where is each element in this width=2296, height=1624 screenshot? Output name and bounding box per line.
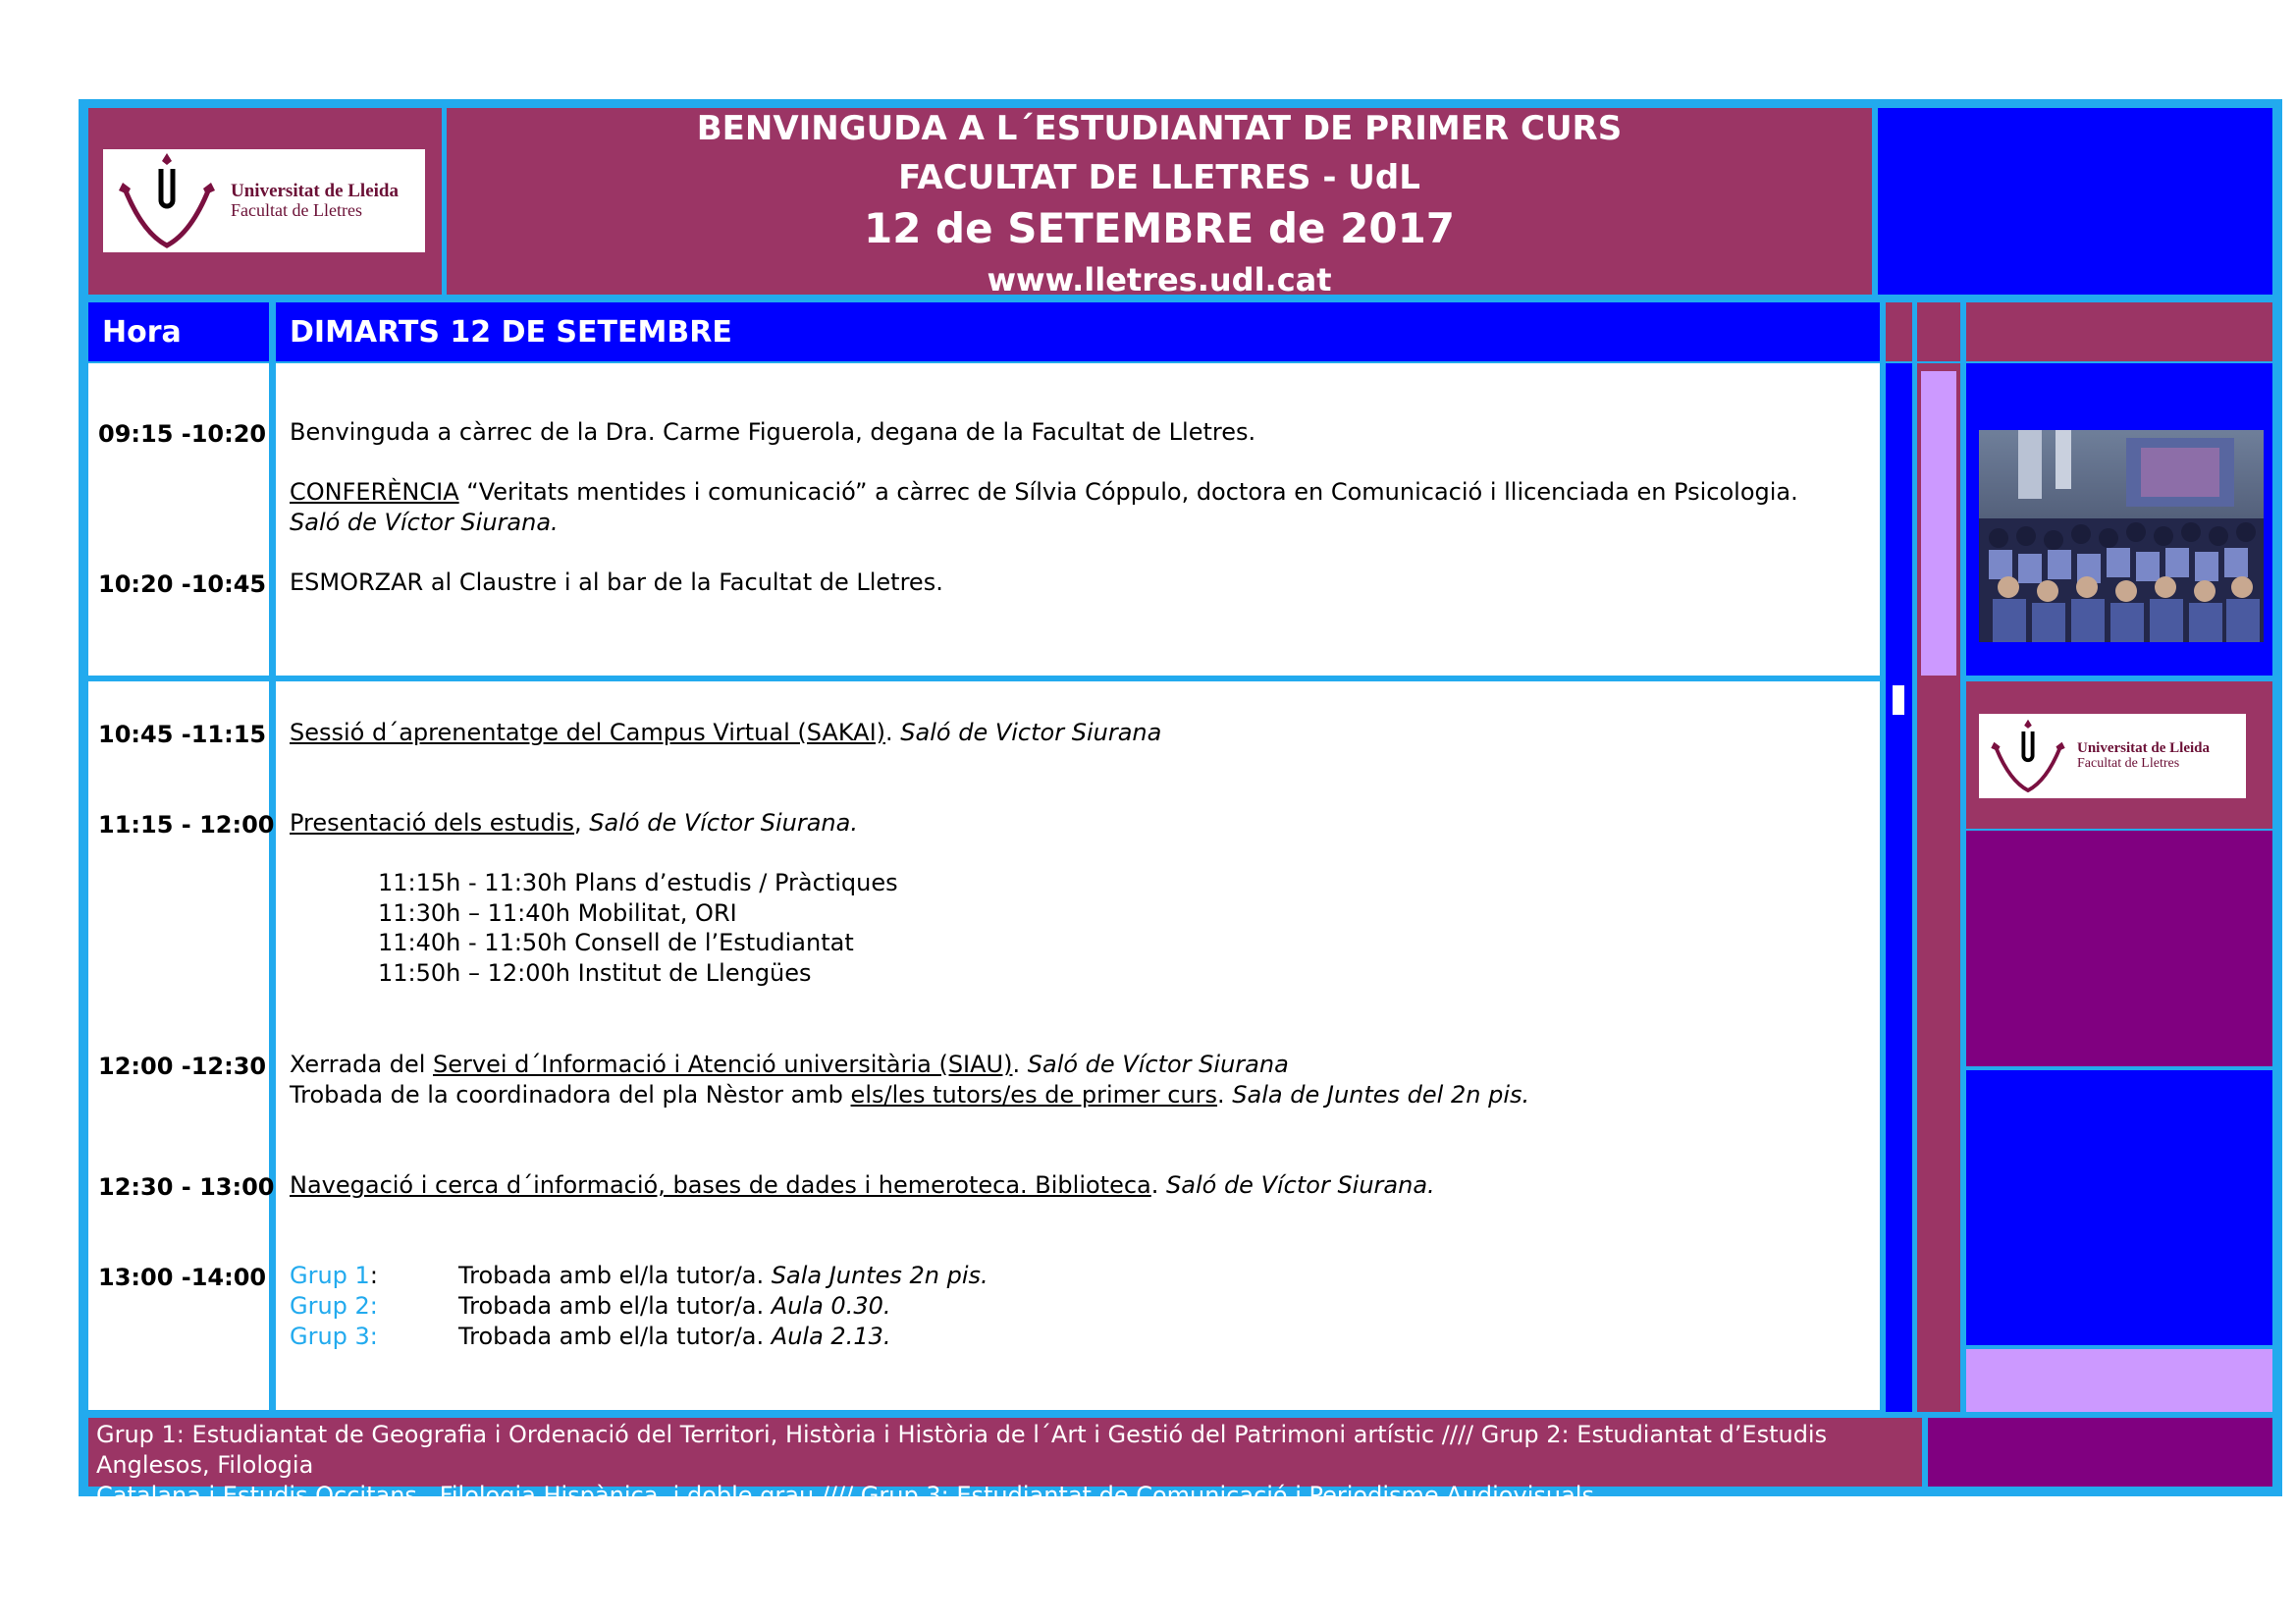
welcome-text	[290, 417, 1255, 448]
group-3-text: Trobada amb el/la tutor/a.	[458, 1323, 772, 1350]
time-slot: 10:20 -10:45	[98, 570, 267, 598]
time-slot: 12:00 -12:30	[98, 1053, 267, 1080]
title-line-faculty: FACULTAT DE LLETRES - UdL	[898, 158, 1420, 197]
welcome-line: Benvinguda a càrrec de la Dra. Carme Figuerola, degana de la Facultat de Lletres.	[290, 418, 1256, 446]
title-line-website[interactable]: www.lletres.udl.cat	[987, 261, 1332, 298]
logo-university-name: Universitat de Lleida	[2077, 739, 2210, 756]
header-strip-2	[1917, 302, 1960, 361]
siau-link[interactable]: Servei d´Informació i Atenció universitària (SIAU)	[433, 1051, 1013, 1078]
group-1-row	[290, 1261, 378, 1291]
sub-schedule-item: 11:40h - 11:50h Consell de l’Estudiantat	[378, 929, 854, 956]
udl-logo-secondary	[1979, 714, 2246, 798]
punctuation: ,	[574, 809, 590, 837]
udl-emblem-icon	[103, 149, 231, 252]
group-1-label: Grup 1	[290, 1262, 370, 1289]
group-1-place: Sala Juntes 2n pis.	[771, 1262, 988, 1289]
siau-prefix: Xerrada del	[290, 1051, 434, 1078]
group-3-place: Aula 2.13.	[771, 1323, 891, 1350]
session-sakai	[290, 718, 1161, 748]
header-strip-1	[1886, 302, 1912, 361]
punctuation: .	[885, 719, 901, 746]
logo-university-name: Universitat de Lleida	[231, 181, 399, 202]
conference-text	[290, 477, 1798, 538]
footer-right-cell	[1928, 1418, 2272, 1487]
punctuation: :	[369, 1262, 378, 1289]
side-block-magenta	[1966, 831, 2272, 1066]
library-session	[290, 1170, 1435, 1201]
conference-label[interactable]: CONFERÈNCIA	[290, 478, 459, 506]
footer-line-2: Catalana i Estudis Occitans , Filologia Hispànica, i doble grau //// Grup 3: Estudiantat de Comunicació i Periodisme Audiovisuals	[96, 1482, 1594, 1509]
conference-description: “Veritats mentides i comunicació” a càrrec de Sílvia Cóppulo, doctora en Comunicació i llicenciada en Psicologia.	[458, 478, 1798, 506]
column-header-day: DIMARTS 12 DE SETEMBRE	[276, 302, 1880, 361]
nestor-place: Sala de Juntes del 2n pis.	[1232, 1081, 1530, 1109]
logo-faculty-name: Facultat de Lletres	[231, 200, 362, 221]
footer-groups-legend	[88, 1418, 1922, 1509]
side-strip-lilac	[1921, 371, 1956, 676]
tutors-link[interactable]: els/les tutors/es de primer curs	[850, 1081, 1218, 1109]
siau-talk	[290, 1050, 1529, 1110]
session-sakai-link[interactable]: Sessió d´aprenentatge del Campus Virtual (SAKAI)	[290, 719, 886, 746]
sub-schedule-item: 11:50h – 12:00h Institut de Llengües	[378, 959, 812, 987]
group-1-text: Trobada amb el/la tutor/a.	[458, 1262, 772, 1289]
studies-presentation	[290, 808, 858, 839]
time-slot: 12:30 - 13:00	[98, 1173, 275, 1201]
breakfast-text: ESMORZAR al Claustre i al bar de la Facultat de Lletres.	[290, 568, 943, 596]
group-3-detail	[458, 1322, 890, 1352]
group-3-label: Grup 3:	[290, 1323, 378, 1350]
udl-logo	[103, 149, 425, 252]
punctuation: .	[1012, 1051, 1028, 1078]
studies-presentation-place: Saló de Víctor Siurana.	[589, 809, 858, 837]
group-2-detail	[458, 1291, 890, 1322]
logo-faculty-name: Facultat de Lletres	[2077, 755, 2180, 771]
block1-hour-cell	[88, 363, 269, 676]
header-strip-3	[1966, 302, 2272, 361]
sub-schedule-item: 11:15h - 11:30h Plans d’estudis / Pràctiques	[378, 869, 898, 896]
block2-hour-cell	[88, 681, 269, 1410]
time-slot: 11:15 - 12:00	[98, 811, 275, 839]
header-title	[446, 104, 1873, 304]
udl-emblem-icon	[1979, 714, 2077, 798]
conference-photo	[1979, 430, 2264, 642]
time-slot: 10:45 -11:15	[98, 721, 267, 748]
title-line-date: 12 de SETEMBRE de 2017	[863, 204, 1456, 252]
punctuation: .	[1217, 1081, 1233, 1109]
session-sakai-place: Saló de Victor Siurana	[900, 719, 1162, 746]
side-strip-marker	[1893, 685, 1904, 715]
library-link[interactable]: Navegació i cerca d´informació, bases de dades i hemeroteca. Biblioteca	[290, 1171, 1151, 1199]
conference-place: Saló de Víctor Siurana.	[290, 509, 559, 536]
column-header-hour: Hora	[88, 302, 269, 361]
nestor-prefix: Trobada de la coordinadora del pla Nèstor amb	[290, 1081, 851, 1109]
siau-place: Saló de Víctor Siurana	[1027, 1051, 1289, 1078]
studies-presentation-link[interactable]: Presentació dels estudis	[290, 809, 575, 837]
time-slot: 09:15 -10:20	[98, 420, 267, 448]
punctuation: .	[1150, 1171, 1167, 1199]
footer-line-1: Grup 1: Estudiantat de Geografia i Ordenació del Territori, Història i Història de l´Art i Gestió del Patrimoni artístic //// Grup 2: Estudiantat d’Estudis Anglesos, Filologia	[96, 1421, 1828, 1479]
group-2-text: Trobada amb el/la tutor/a.	[458, 1292, 772, 1320]
group-2-place: Aula 0.30.	[771, 1292, 891, 1320]
sub-schedule-item: 11:30h – 11:40h Mobilitat, ORI	[378, 899, 737, 927]
title-line-welcome: BENVINGUDA A L´ESTUDIANTAT DE PRIMER CURS	[696, 109, 1623, 148]
header-right-cell	[1878, 108, 2272, 295]
group-2-label: Grup 2:	[290, 1292, 378, 1320]
side-block-blue	[1966, 1070, 2272, 1345]
side-strip-blue	[1886, 363, 1912, 1412]
side-block-lilac	[1966, 1349, 2272, 1412]
library-place: Saló de Víctor Siurana.	[1166, 1171, 1435, 1199]
group-1-detail	[458, 1261, 988, 1291]
time-slot: 13:00 -14:00	[98, 1264, 267, 1291]
